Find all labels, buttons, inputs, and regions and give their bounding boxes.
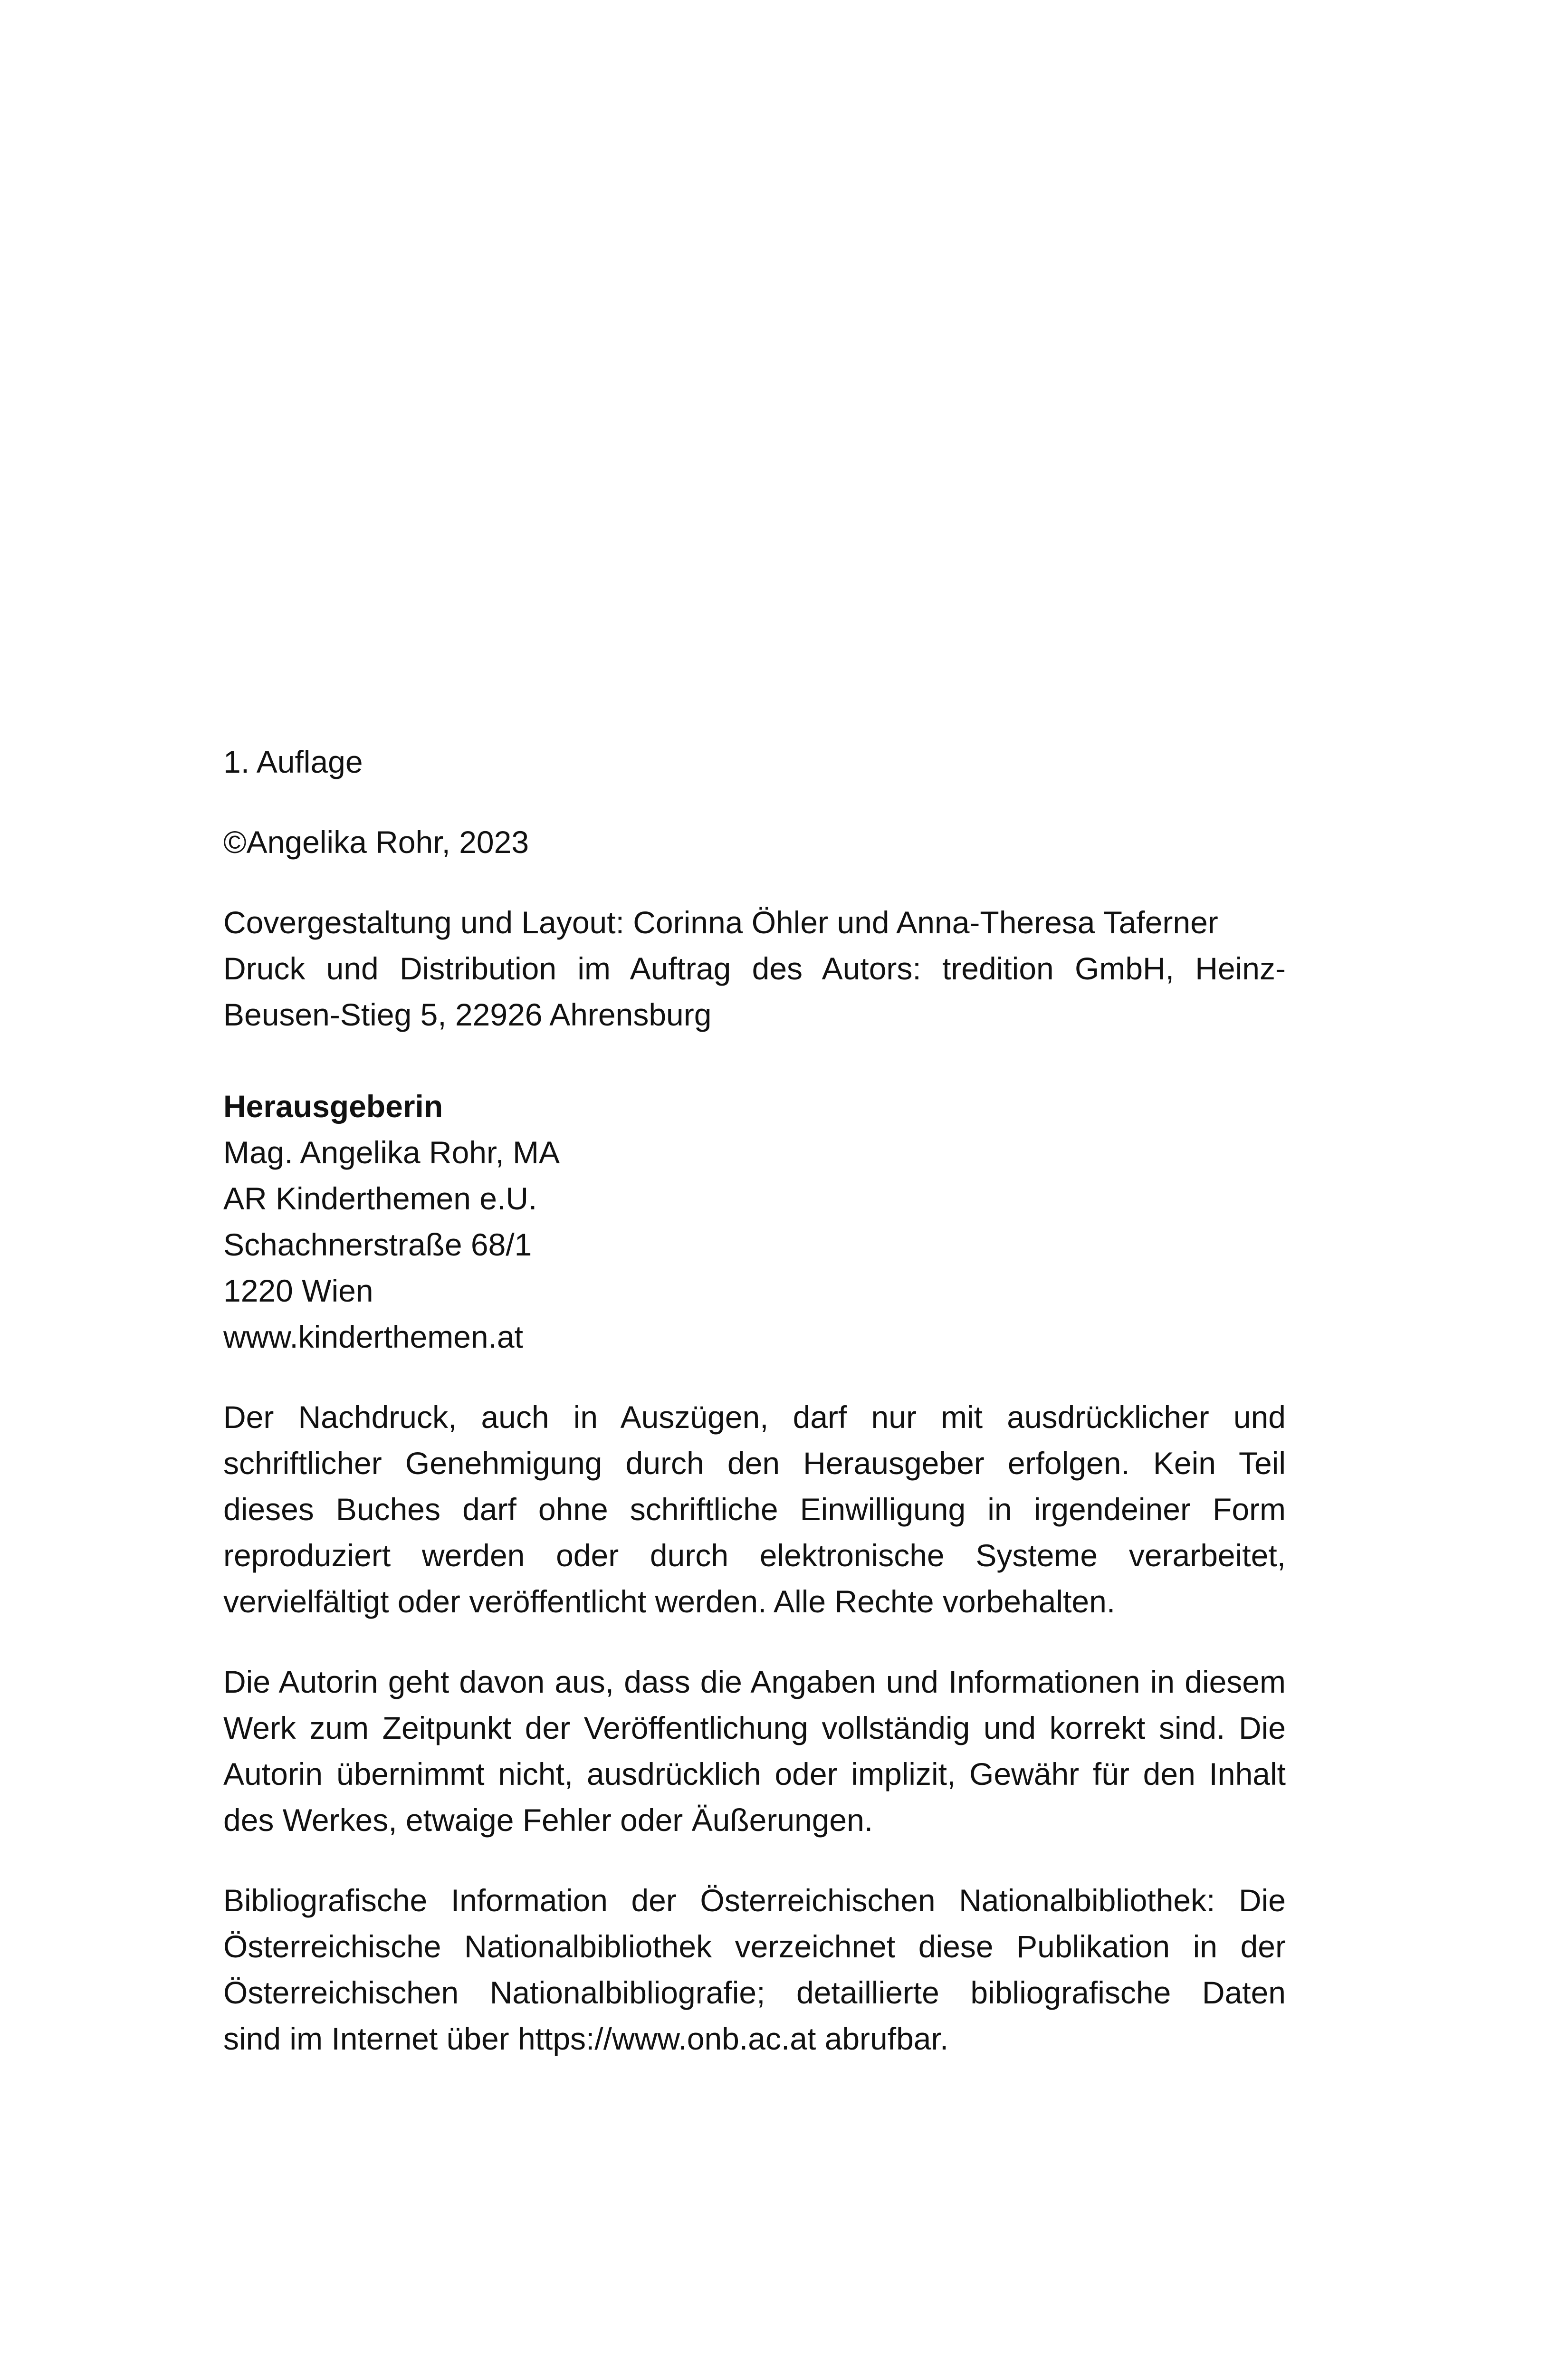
- publisher-name: Mag. Angelika Rohr, MA: [223, 1135, 560, 1170]
- credits-line-2: Druck und Distribution im Auftrag des Autors: tredition GmbH, Heinz-: [223, 951, 1286, 986]
- disclaimer-line: des Werkes, etwaige Fehler oder Äußerungen.: [223, 1802, 873, 1838]
- reprint-notice: [223, 1394, 1286, 1625]
- reprint-line: Der Nachdruck, auch in Auszügen, darf nur mit ausdrücklicher und: [223, 1399, 1286, 1435]
- edition-block: [223, 739, 1286, 785]
- bibliographic-line: Österreichische Nationalbibliothek verzeichnet diese Publikation in der: [223, 1929, 1286, 1964]
- imprint-content: [223, 739, 1286, 2062]
- copyright-block: [223, 819, 1286, 865]
- disclaimer-line: Werk zum Zeitpunkt der Veröffentlichung vollständig und korrekt sind. Die: [223, 1710, 1286, 1745]
- credits-line-1: Covergestaltung und Layout: Corinna Öhler und Anna-Theresa Taferner: [223, 905, 1218, 940]
- publisher-city: 1220 Wien: [223, 1273, 373, 1308]
- bibliographic-info: [223, 1878, 1286, 2062]
- copyright-text: ©Angelika Rohr, 2023: [223, 824, 529, 860]
- reprint-line: vervielfältigt oder veröffentlicht werden. Alle Rechte vorbehalten.: [223, 1584, 1116, 1619]
- reprint-line: schriftlicher Genehmigung durch den Herausgeber erfolgen. Kein Teil: [223, 1446, 1286, 1481]
- bibliographic-line: Österreichischen Nationalbibliografie; detaillierte bibliografische Daten: [223, 1975, 1286, 2010]
- edition-text: 1. Auflage: [223, 744, 363, 779]
- publisher-website: www.kinderthemen.at: [223, 1319, 523, 1354]
- credits-block: [223, 900, 1286, 1038]
- reprint-line: reproduziert werden oder durch elektronische Systeme verarbeitet,: [223, 1538, 1286, 1573]
- disclaimer: [223, 1659, 1286, 1843]
- reprint-line: dieses Buches darf ohne schriftliche Einwilligung in irgendeiner Form: [223, 1492, 1286, 1527]
- publisher-company: AR Kinderthemen e.U.: [223, 1181, 537, 1216]
- publisher-heading: Herausgeberin: [223, 1089, 443, 1124]
- disclaimer-line: Autorin übernimmt nicht, ausdrücklich oder implizit, Gewähr für den Inhalt: [223, 1756, 1286, 1792]
- bibliographic-line: sind im Internet über https://www.onb.ac.at abrufbar.: [223, 2021, 949, 2056]
- disclaimer-line: Die Autorin geht davon aus, dass die Angaben und Informationen in diesem: [223, 1664, 1286, 1699]
- publisher-block: [223, 1083, 1286, 1360]
- publisher-street: Schachnerstraße 68/1: [223, 1227, 532, 1262]
- bibliographic-line: Bibliografische Information der Österreichischen Nationalbibliothek: Die: [223, 1883, 1286, 1918]
- credits-line-3: Beusen-Stieg 5, 22926 Ahrensburg: [223, 997, 712, 1032]
